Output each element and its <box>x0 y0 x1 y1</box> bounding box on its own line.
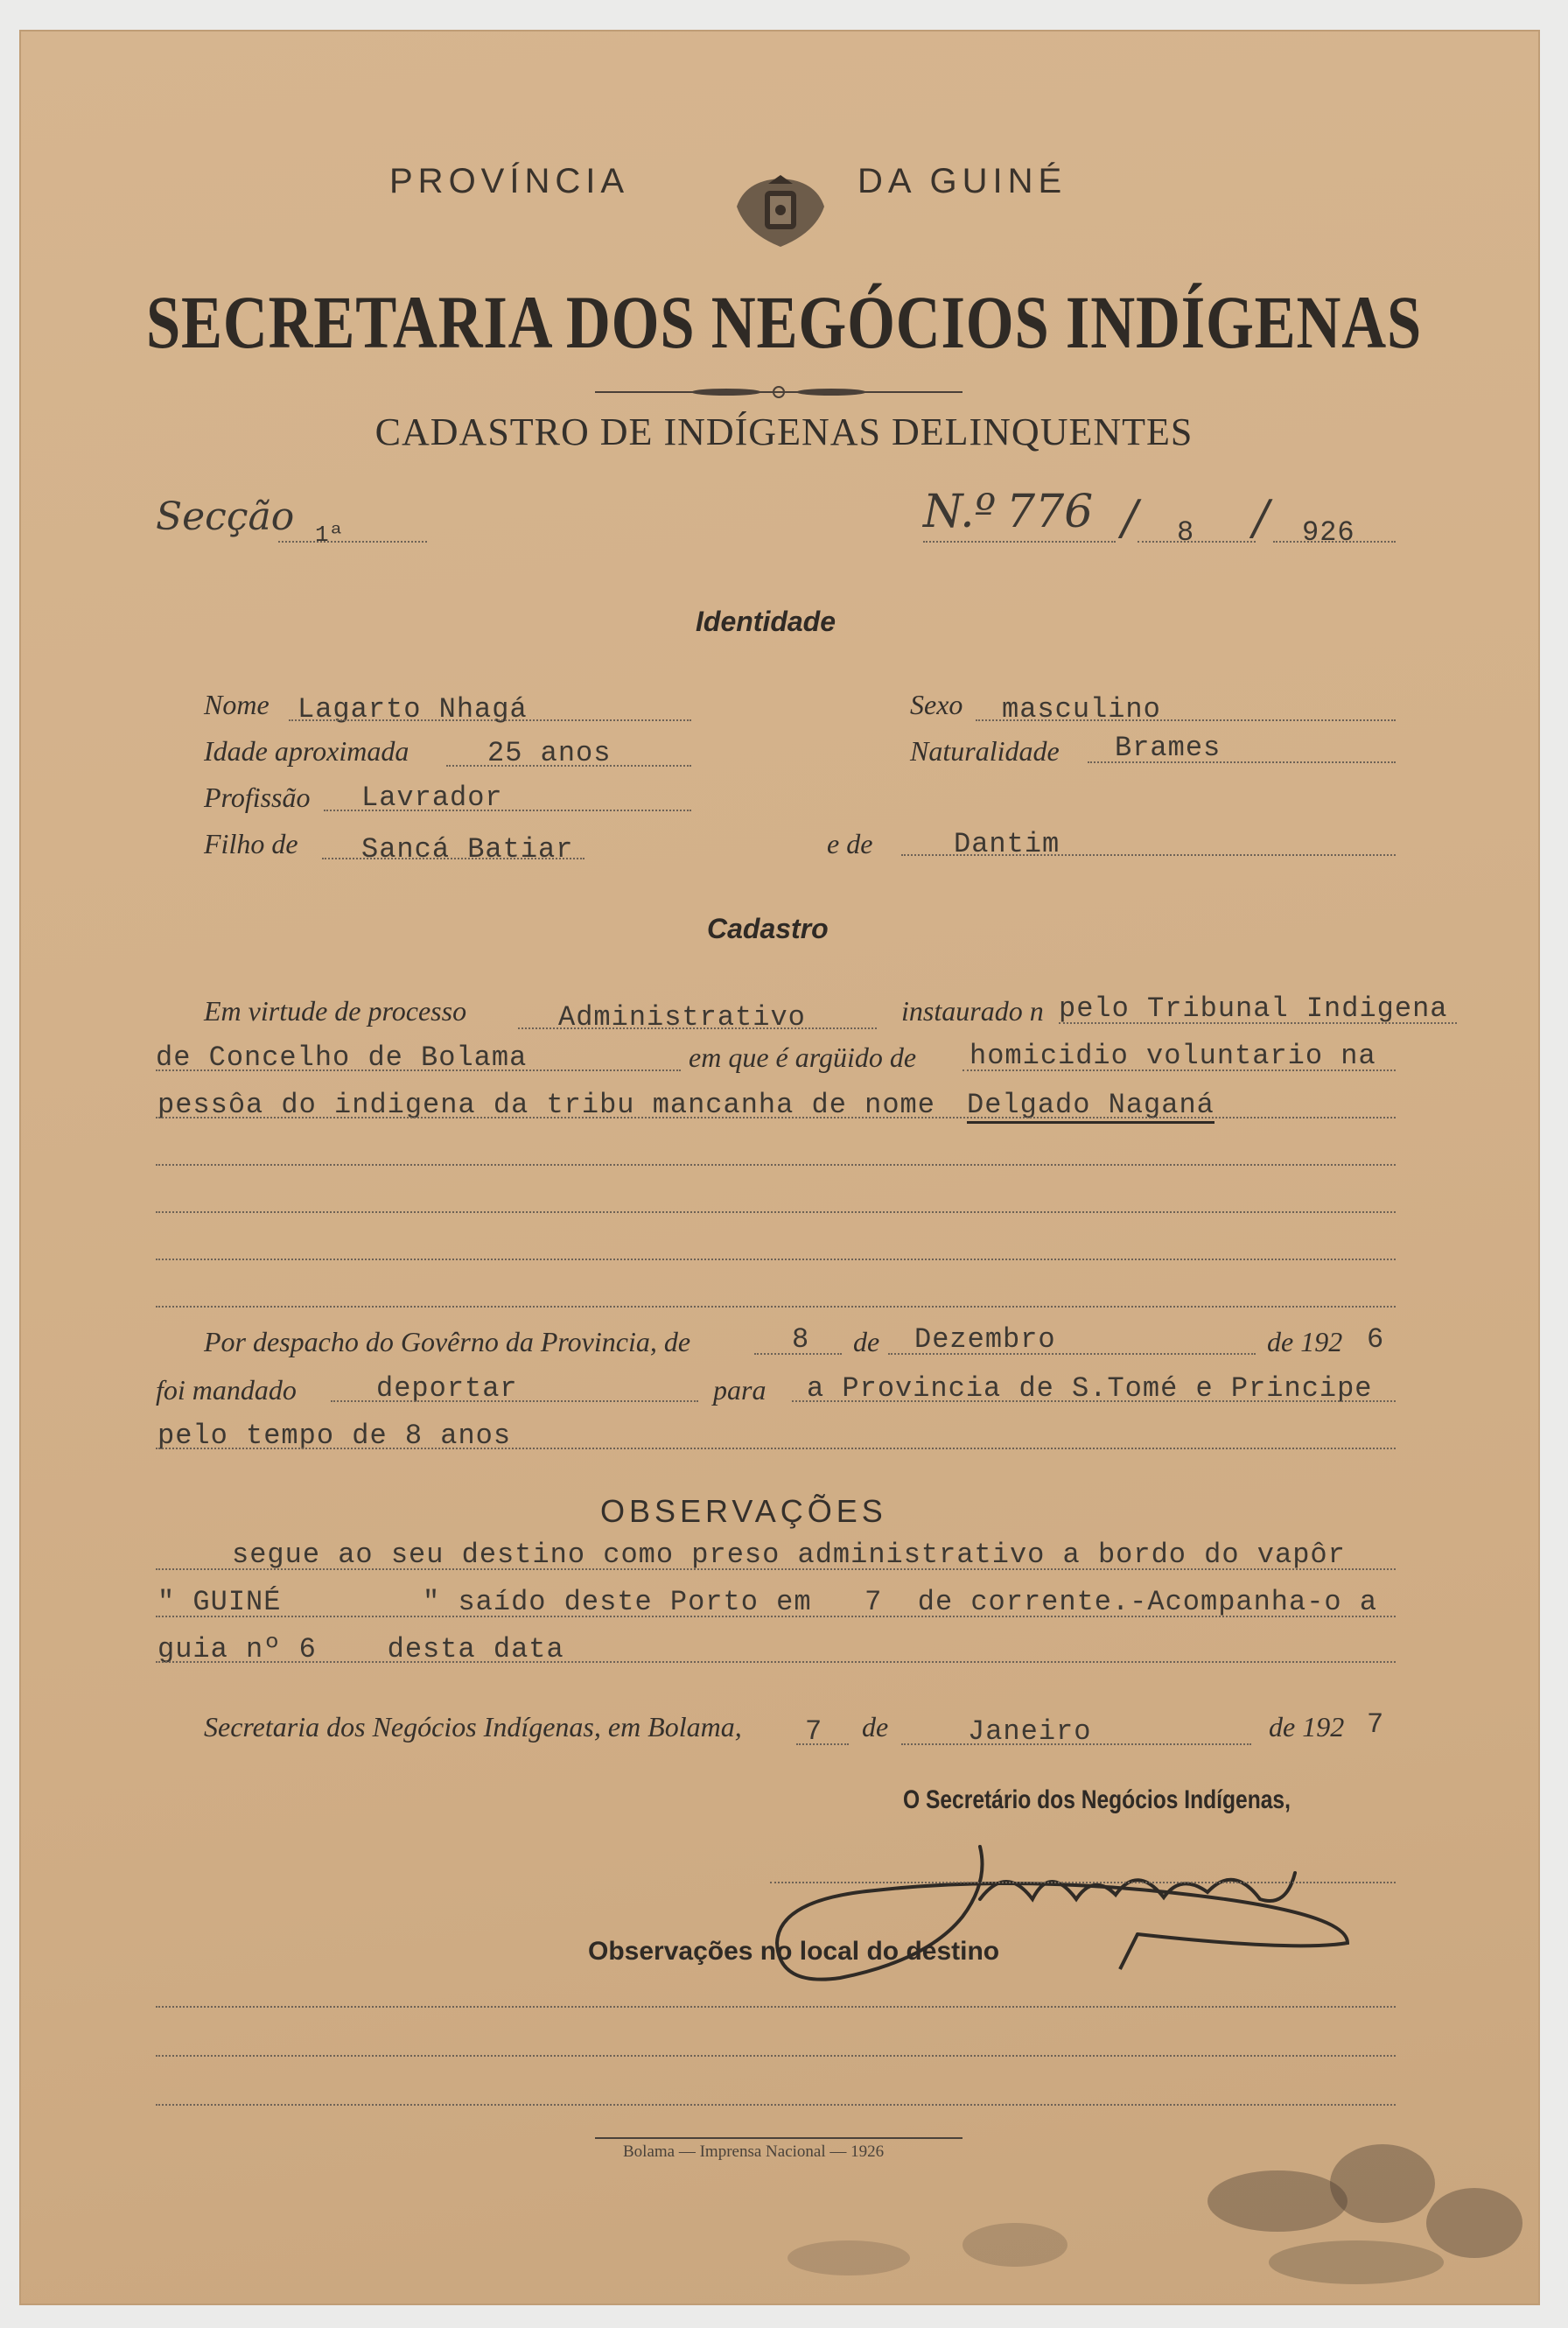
registry-title: CADASTRO DE INDÍGENAS DELINQUENTES <box>374 410 1194 453</box>
para-label: para <box>713 1374 766 1406</box>
nome-label: Nome <box>204 689 270 720</box>
concelho-text: de Concelho de Bolama <box>156 1041 528 1074</box>
number-prefix: N.º <box>923 486 997 538</box>
despacho-year-label: de 192 <box>1267 1326 1343 1357</box>
tempo-value: pelo tempo de 8 anos <box>158 1420 512 1452</box>
reference-month: 8 <box>1177 516 1195 549</box>
observacoes-heading: OBSERVAÇÕES <box>600 1493 887 1529</box>
naturalidade-label: Naturalidade <box>910 735 1060 767</box>
reference-year: 926 <box>1302 516 1355 549</box>
closing-year-label: de 192 <box>1269 1711 1345 1742</box>
mandado-label: foi mandado <box>156 1374 297 1406</box>
mae-value: Dantim <box>954 828 1060 860</box>
instaurado-value: pelo Tribunal Indigena <box>1059 992 1448 1025</box>
observacoes-line-1: segue ao seu destino como preso administrativo a bordo do vapôr <box>232 1539 1346 1571</box>
despacho-label: Por despacho do Govêrno da Provincia, de <box>204 1326 691 1357</box>
identidade-heading: Identidade <box>696 606 836 637</box>
para-value: a Provincia de S.Tomé e Principe <box>807 1372 1373 1405</box>
slash-1: / <box>1122 490 1138 545</box>
processo-label: Em virtude de processo <box>204 995 467 1027</box>
filho-label: Filho de <box>204 828 298 859</box>
arguido-label: em que é argüido de <box>689 1041 917 1073</box>
closing-month: Janeiro <box>968 1715 1092 1748</box>
idade-value: 25 anos <box>487 737 612 769</box>
slash-2: / <box>1253 490 1270 545</box>
observacoes-line-3: guia nº 6 desta data <box>158 1633 564 1665</box>
coat-of-arms-icon <box>728 172 833 256</box>
profissao-value: Lavrador <box>361 782 503 814</box>
destino-label: Observações no local do destino <box>588 1937 1000 1966</box>
seccao-label: Secção <box>156 494 295 539</box>
handwritten-signature <box>770 1812 1382 2000</box>
profissao-label: Profissão <box>204 782 311 813</box>
footer-imprint: Bolama — Imprensa Nacional — 1926 <box>623 2142 885 2161</box>
mandado-value: deportar <box>376 1372 518 1405</box>
nome-value: Lagarto Nhagá <box>298 693 528 726</box>
e-de-label: e de <box>827 828 873 859</box>
closing-day: 7 <box>805 1715 823 1748</box>
observacoes-line-2: " GUINÉ " saído deste Porto em 7 de corrente.-Acompanha-o a <box>158 1586 1378 1618</box>
signer-title: O Secretário dos Negócios Indígenas, <box>903 1785 1291 1814</box>
closing-year-digit: 7 <box>1367 1708 1385 1741</box>
idade-label: Idade aproximada <box>204 735 410 767</box>
page-title: SECRETARIA DOS NEGÓCIOS INDÍGENAS <box>145 280 1423 364</box>
header-provincia: PROVÍNCIA <box>389 162 630 200</box>
footer-rule <box>595 2137 962 2139</box>
sexo-label: Sexo <box>910 689 963 720</box>
pai-value: Sancá Batiar <box>361 833 574 866</box>
despacho-year-digit: 6 <box>1367 1323 1385 1356</box>
despacho-month: Dezembro <box>914 1323 1056 1356</box>
processo-value: Administrativo <box>558 1001 806 1034</box>
cadastro-heading: Cadastro <box>707 913 829 944</box>
number-value: 776 <box>1006 486 1094 538</box>
victim-line: pessôa do indigena da tribu mancanha de nome <box>158 1089 935 1121</box>
sexo-value: masculino <box>1002 693 1161 726</box>
instaurado-label: instaurado n <box>901 995 1044 1027</box>
seccao-value: 1ª <box>315 522 345 548</box>
header-da-guine: DA GUINÉ <box>858 162 1068 200</box>
place-label: Secretaria dos Negócios Indígenas, em Bolama, <box>204 1711 742 1742</box>
victim-name: Delgado Naganá <box>967 1089 1214 1124</box>
closing-de: de <box>862 1711 889 1742</box>
despacho-de: de <box>853 1326 880 1357</box>
ornament-divider <box>595 385 962 403</box>
naturalidade-value: Brames <box>1115 732 1222 764</box>
arguido-value: homicidio voluntario na <box>970 1040 1376 1072</box>
despacho-day: 8 <box>792 1323 810 1356</box>
